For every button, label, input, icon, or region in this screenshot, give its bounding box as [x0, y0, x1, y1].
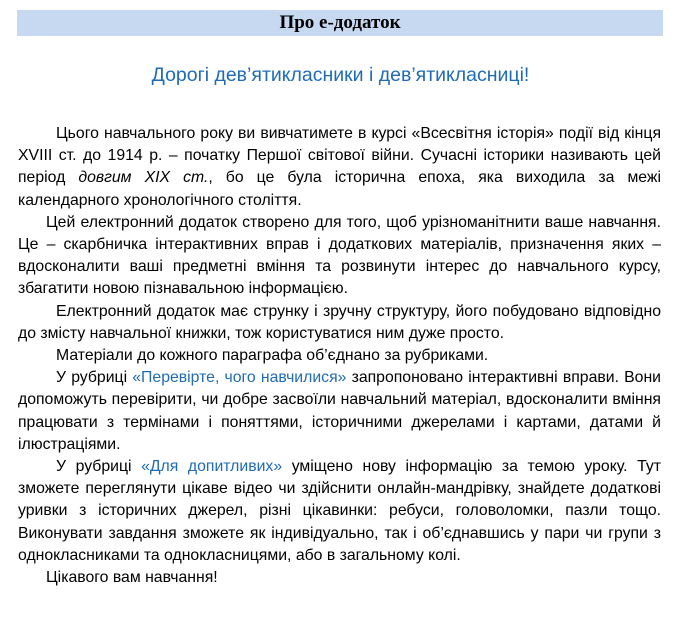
paragraph-text: У рубриці	[56, 369, 133, 387]
paragraph-curious-rubric	[18, 456, 661, 567]
paragraph-check-rubric	[18, 367, 661, 456]
paragraph-closing: Цікавого вам навчання!	[46, 569, 218, 587]
paragraph-text: уміщено нову інформацію за темою уроку. Тут зможете переглянути цікаве відео чи здійснити онлайн-мандрівку, знайдете додаткові уривки з історичних джерел, різні цікавинки: ребуси, головоломки, пазли тощо. Виконувати завдання зможете як індивідуально, так і об’єднавшись у пари чи групи з однокласниками та однокласницями, або в загальному колі.	[18, 458, 661, 564]
period-term: довгим XIX ст.	[78, 169, 209, 187]
rubric-curious-link[interactable]: «Для допитливих»	[141, 458, 283, 476]
paragraph-course-intro	[18, 123, 661, 212]
paragraph-text: запропоновано інтерактивні вправи. Вони допоможуть перевірити, чи добре засвоїли навчальний матеріал, вдосконалити вміння працювати з термінами і поняттями, історичними джерелами і картами, датами й ілюстраціями.	[18, 369, 661, 453]
paragraph-structure: Електронний додаток має струнку і зручну структуру, його побудовано відповідно до змісту навчальної книжки, тож користуватися ним дуже просто.	[18, 302, 661, 342]
paragraph-text: , бо це була історична епоха, яка виходила за межі календарного хронологічного століття.	[18, 169, 661, 209]
paragraph-text: У рубриці	[56, 458, 142, 476]
intro-text	[18, 123, 661, 589]
rubric-check-link[interactable]: «Перевірте, чого навчилися»	[132, 369, 347, 387]
paragraph-text: Цього навчального року ви вивчатимете в курсі «Всесвітня історія» події від кінця XVIII ст. до 1914 р. – початку Першої світової війни. Сучасні історики називають цей період	[18, 125, 661, 187]
page-title: Про е-додаток	[279, 12, 401, 33]
greeting-heading: Дорогі дев’ятикласники і дев’ятикласниці!	[151, 64, 530, 86]
paragraph-rubrics: Матеріали до кожного параграфа об’єднано за рубриками.	[56, 347, 489, 365]
paragraph-purpose: Цей електронний додаток створено для того, щоб урізноманітнити ваше навчання. Це – скарбничка інтерактивних вправ і додаткових матеріалів, призначення яких – вдосконалити ваші предметні вміння та розвинути інтерес до навчального курсу, збагатити новою пізнавальною інформацією.	[18, 213, 661, 298]
title-bar	[17, 10, 663, 36]
